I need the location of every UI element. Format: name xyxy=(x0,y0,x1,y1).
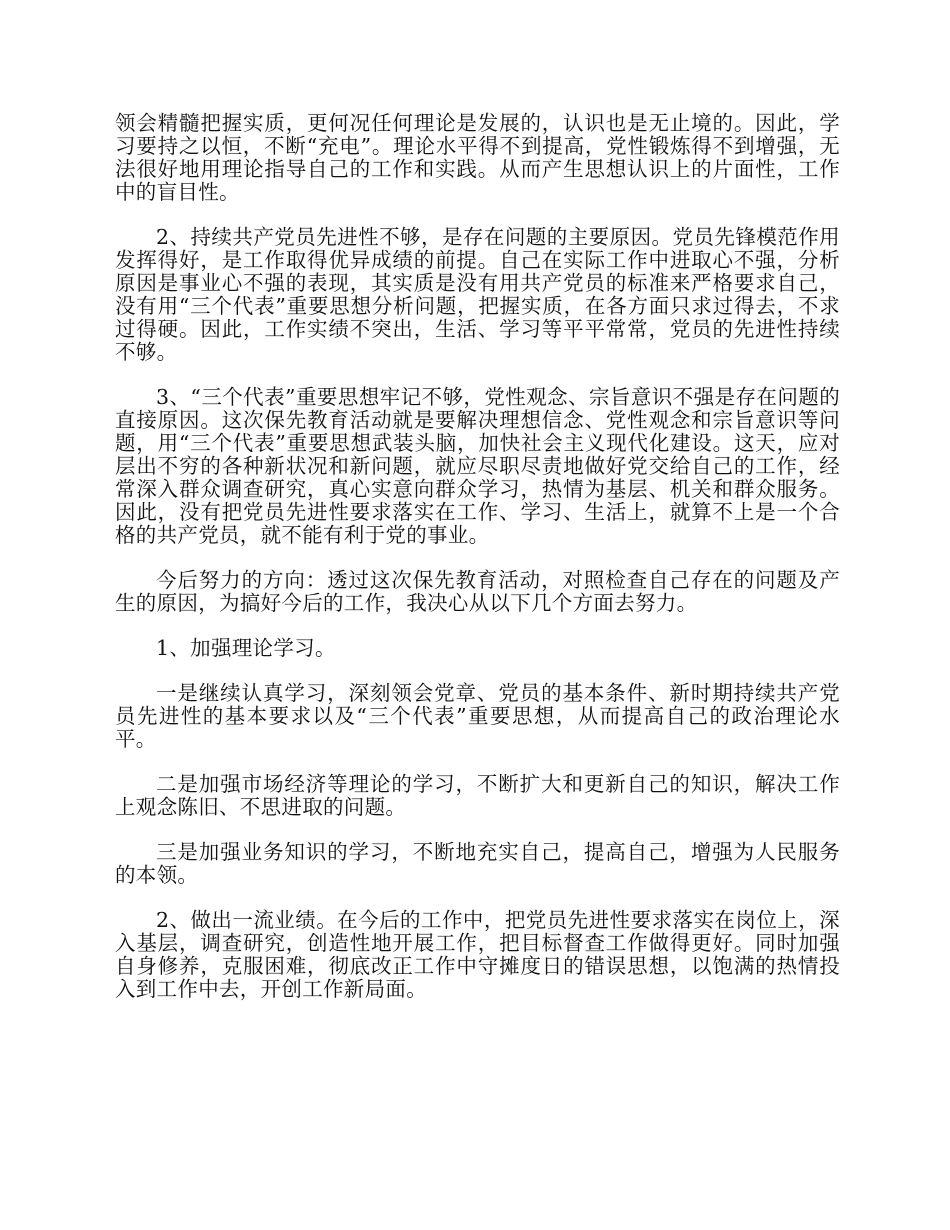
paragraph-future-direction: 今后努力的方向：透过这次保先教育活动，对照检查自己存在的问题及产生的原因，为搞好今后的工作，我决心从以下几个方面去努力。 xyxy=(115,568,840,615)
paragraph-reason-3: 3、“三个代表”重要思想牢记不够，党性观念、宗旨意识不强是存在问题的直接原因。这次保先教育活动就是要解决理想信念、党性观念和宗旨意识等问题，用“三个代表”重要思想武装头脑，加快社会主义现代化建设。这天，应对层出不穷的各种新状况和新问题，就应尽职尽责地做好党交给自己的工作，经常深入群众调查研究，真心实意向群众学习，热情为基层、机关和群众服务。因此，没有把党员先进性要求落实在工作、学习、生活上，就算不上是一个合格的共产党员，就不能有利于党的事业。 xyxy=(115,385,840,547)
paragraph-point-one: 一是继续认真学习，深刻领会党章、党员的基本条件、新时期持续共产党员先进性的基本要求以及“三个代表”重要思想，从而提高自己的政治理论水平。 xyxy=(115,681,840,751)
paragraph-continuation: 领会精髓把握实质，更何况任何理论是发展的，认识也是无止境的。因此，学习要持之以恒，不断“充电”。理论水平得不到提高，党性锻炼得不到增强，无法很好地用理论指导自己的工作和实践。从而产生思想认识上的片面性，工作中的盲目性。 xyxy=(115,111,840,204)
paragraph-first-class-performance: 2、做出一流业绩。在今后的工作中，把党员先进性要求落实在岗位上，深入基层，调查研究，创造性地开展工作，把目标督查工作做得更好。同时加强自身修养，克服困难，彻底改正工作中守摊度日的错误思想，以饱满的热情投入到工作中去，开创工作新局面。 xyxy=(115,908,840,1001)
paragraph-point-three: 三是加强业务知识的学习，不断地充实自己，提高自己，增强为人民服务的本领。 xyxy=(115,840,840,887)
document-body xyxy=(115,112,840,1023)
heading-strengthen-theory: 1、加强理论学习。 xyxy=(156,636,336,660)
paragraph-point-two: 二是加强市场经济等理论的学习，不断扩大和更新自己的知识，解决工作上观念陈旧、不思进取的问题。 xyxy=(115,772,840,819)
paragraph-reason-2: 2、持续共产党员先进性不够，是存在问题的主要原因。党员先锋模范作用发挥得好，是工作取得优异成绩的前提。自己在实际工作中进取心不强，分析原因是事业心不强的表现，其实质是没有用共产党员的标准来严格要求自己，没有用“三个代表”重要思想分析问题，把握实质，在各方面只求过得去，不求过得硬。因此，工作实绩不突出，生活、学习等平平常常，党员的先进性持续不够。 xyxy=(115,225,840,364)
